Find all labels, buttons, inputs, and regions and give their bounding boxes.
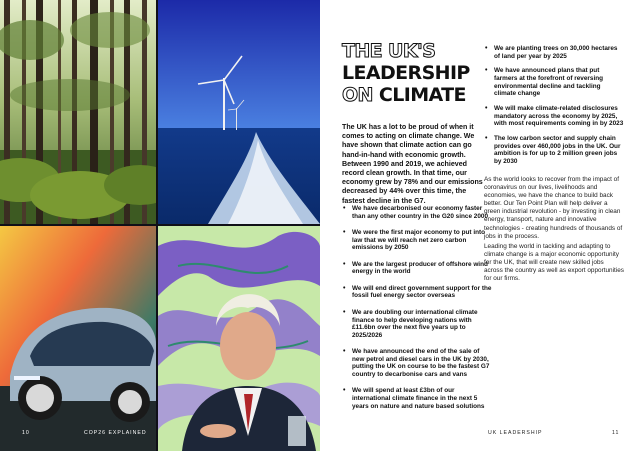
right-running-footer: UK LEADERSHIP xyxy=(488,430,543,436)
recovery-paragraph: As the world looks to recover from the impact of coronavirus on our lives, livelihoods and economies, we have the chance to build back better. Our Ten Point Plan will help deliver a green industrial revolution - by investing in clean energy, transport, nature and innovative technologies - creating hundreds of thousands of jobs in the process. xyxy=(484,176,623,240)
list-item: • We will end direct government support for the fossil fuel energy sector overseas xyxy=(342,285,492,300)
offshore-wind-photo xyxy=(158,0,320,224)
list-item: • We have announced plans that put farmers at the forefront of reversing environmental decline and tackling climate change xyxy=(484,67,624,97)
title-line-2: LEADERSHIP xyxy=(342,62,470,84)
list-item: • We are doubling our international climate finance to help developing nations with £11.6bn over the next five years up to 2025/2026 xyxy=(342,309,492,339)
list-item: • We will spend at least £3bn of our international climate finance in the next 5 years on nature and nature based solutions xyxy=(342,387,492,410)
left-running-footer: COP26 EXPLAINED xyxy=(84,430,147,436)
achievements-list-right xyxy=(484,45,624,173)
forest-photo xyxy=(0,0,156,224)
title-line-1: THE UK'S xyxy=(342,40,436,62)
right-page xyxy=(320,0,638,451)
page-title xyxy=(342,40,472,106)
list-item: • We will make climate-related disclosures mandatory across the economy by 2025, with most requirements coming in by 2023 xyxy=(484,105,624,128)
intro-paragraph: The UK has a lot to be proud of when it comes to acting on climate change. We have shown that climate action can go hand-in-hand with economic growth. Between 1990 and 2019, we achieved record clean growth. In that time, our economy grew by 78% and our emissions decreased by 44% over this time, the fastest decline in the G7. xyxy=(342,123,483,205)
list-item: • We have announced the end of the sale of new petrol and diesel cars in the UK by 2030, putting the UK on course to be the fastest G7 country to decarbonise cars and vans xyxy=(342,348,492,378)
right-page-number: 11 xyxy=(612,430,620,436)
electric-concept-car-photo xyxy=(0,226,156,451)
prime-minister-speaking-photo xyxy=(158,226,320,451)
list-item: • We were the first major economy to put into law that we will reach net zero carbon emissions by 2050 xyxy=(342,229,492,252)
title-line-3a: ON xyxy=(342,84,373,106)
achievements-list-left xyxy=(342,205,492,419)
opportunity-paragraph: Leading the world in tackling and adapting to climate change is a major economic opportunity for the UK, that will create new skilled jobs across the country as well as export opportunities for our firms. xyxy=(484,243,624,283)
list-item: • We are the largest producer of offshore wind energy in the world xyxy=(342,261,492,276)
list-item: • We have decarbonised our economy faster than any other country in the G20 since 2000 xyxy=(342,205,492,220)
title-line-3b: CLIMATE xyxy=(378,84,466,106)
left-page-number: 10 xyxy=(22,430,30,436)
list-item: • The low carbon sector and supply chain provides over 460,000 jobs in the UK. Our ambition is for up to 2 million green jobs by 2030 xyxy=(484,135,624,165)
list-item: • We are planting trees on 30,000 hectares of land per year by 2025 xyxy=(484,45,624,60)
